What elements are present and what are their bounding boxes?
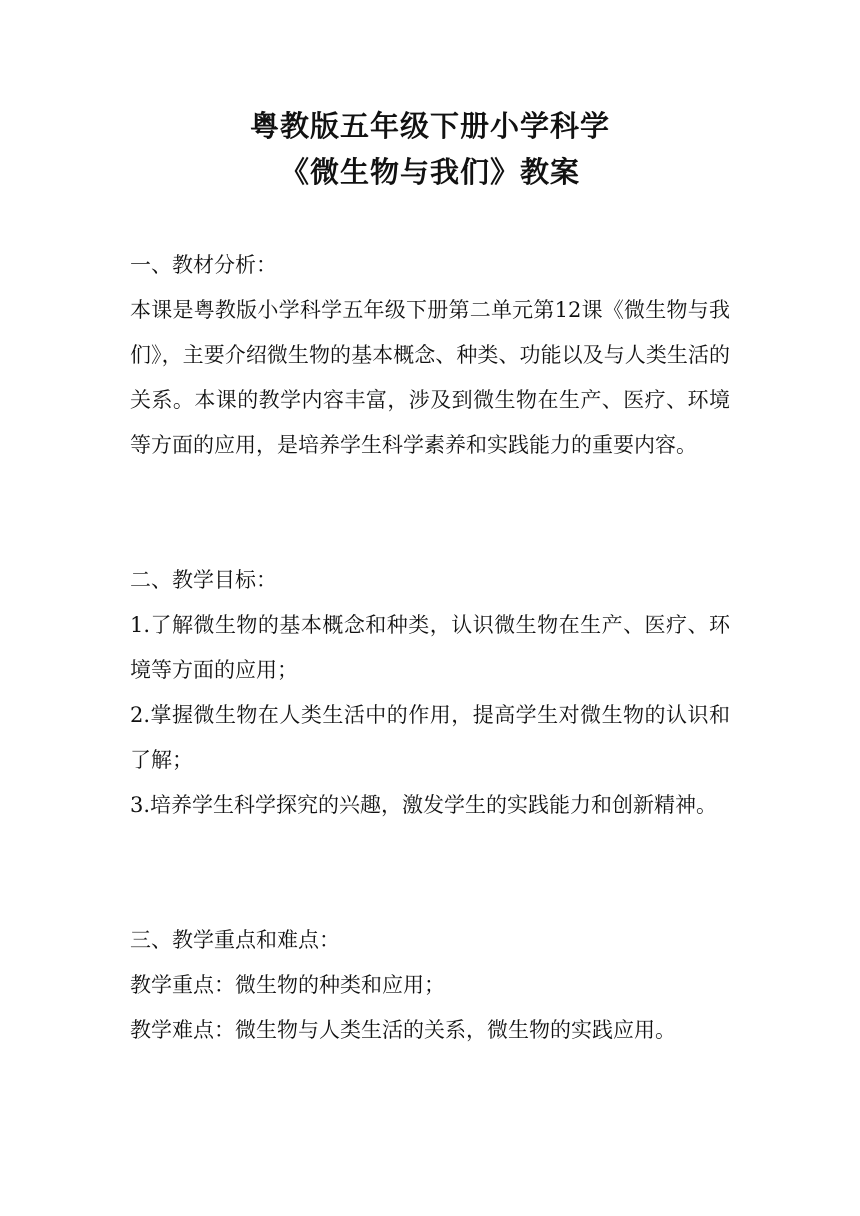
section-textbook-analysis [130, 243, 730, 468]
section-heading: 二、教学目标： [130, 568, 277, 592]
document-title-line-1: 粤教版五年级下册小学科学 [249, 109, 610, 143]
list-item: 1.了解微生物的基本概念和种类，认识微生物在生产、医疗、环境等方面的应用； [130, 613, 730, 682]
list-item: 教学难点：微生物与人类生活的关系，微生物的实践应用。 [130, 1018, 676, 1042]
section-heading: 三、教学重点和难点： [130, 928, 340, 952]
section-heading: 一、教材分析： [130, 253, 277, 277]
section-paragraph: 本课是粤教版小学科学五年级下册第二单元第12课《微生物与我们》，主要介绍微生物的基本概念、种类、功能以及与人类生活的关系。本课的教学内容丰富，涉及到微生物在生产、医疗、环境等方面的应用，是培养学生科学素养和实践能力的重要内容。 [130, 298, 730, 457]
section-teaching-goals [130, 558, 730, 828]
list-item: 教学重点：微生物的种类和应用； [130, 973, 445, 997]
list-item: 3.培养学生科学探究的兴趣，激发学生的实践能力和创新精神。 [130, 793, 718, 817]
document-title-line-2: 《微生物与我们》教案 [279, 155, 580, 189]
section-key-points [130, 918, 730, 1053]
list-item: 2.掌握微生物在人类生活中的作用，提高学生对微生物的认识和了解； [130, 703, 730, 772]
